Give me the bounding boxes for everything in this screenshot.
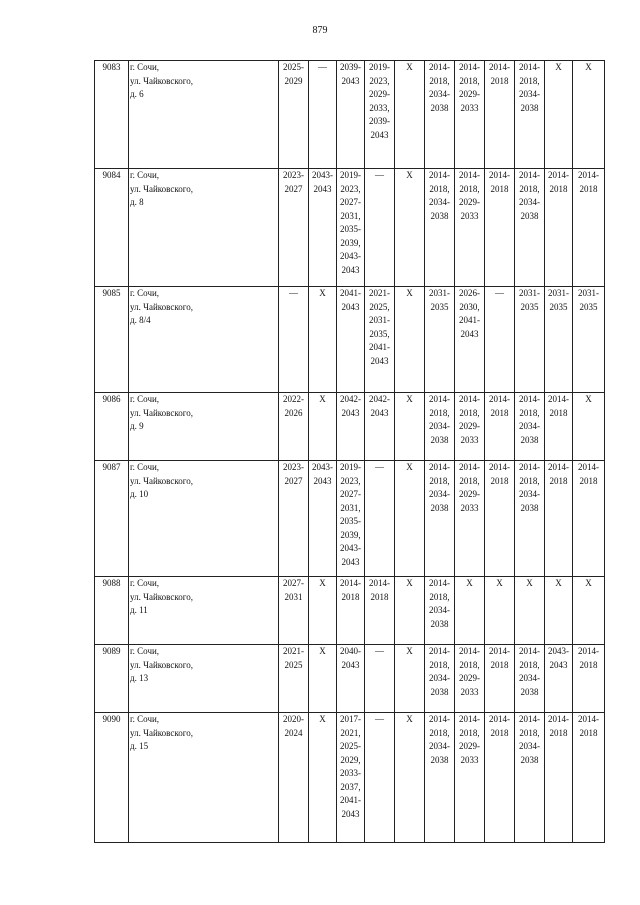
period-cell: 2014- 2018 [573,169,605,287]
period-cell: 2014- 2018 [337,577,365,645]
period-cell: 2023- 2027 [279,169,309,287]
period-cell: X [395,713,425,843]
period-cell: — [365,169,395,287]
row-number: 9089 [95,645,129,713]
period-cell: X [573,393,605,461]
period-cell: 2014- 2018, 2034- 2038 [425,713,455,843]
row-number: 9084 [95,169,129,287]
period-cell: 2026- 2030, 2041- 2043 [455,287,485,393]
period-cell: 2014- 2018, 2029- 2033 [455,713,485,843]
period-cell: X [395,645,425,713]
period-cell: 2014- 2018 [485,645,515,713]
address-cell [129,461,279,577]
table-row [95,461,605,577]
period-cell: 2043- 2043 [545,645,573,713]
row-number: 9086 [95,393,129,461]
period-cell: X [395,287,425,393]
row-number: 9085 [95,287,129,393]
period-cell: 2017- 2021, 2025- 2029, 2033- 2037, 2041- 2043 [337,713,365,843]
period-cell: X [395,169,425,287]
period-cell: 2043- 2043 [309,461,337,577]
period-cell: 2014- 2018, 2029- 2033 [455,461,485,577]
period-cell: X [573,61,605,169]
row-number: 9090 [95,713,129,843]
page-number: 879 [312,25,328,36]
address-house: д. 15 [130,741,149,751]
period-cell: 2014- 2018, 2034- 2038 [425,461,455,577]
address-house: д. 8/4 [130,315,151,325]
period-cell: 2014- 2018, 2029- 2033 [455,393,485,461]
period-cell: 2014- 2018, 2034- 2038 [515,461,545,577]
period-cell: 2014- 2018 [485,713,515,843]
table-row [95,61,605,169]
address-city: г. Сочи, [130,170,160,180]
address-cell [129,61,279,169]
address-cell [129,287,279,393]
table-row [95,287,605,393]
period-cell: 2040- 2043 [337,645,365,713]
address-street: ул. Чайковского, [130,301,193,312]
address-house: д. 13 [130,673,149,683]
period-cell: X [395,61,425,169]
period-cell: — [279,287,309,393]
address-city: г. Сочи, [130,462,160,472]
address-city: г. Сочи, [130,578,160,588]
period-cell: X [395,577,425,645]
period-cell: X [309,713,337,843]
period-cell: X [455,577,485,645]
period-cell: 2014- 2018, 2029- 2033 [455,169,485,287]
period-cell: 2031- 2035 [545,287,573,393]
address-cell [129,577,279,645]
period-cell: X [515,577,545,645]
period-cell: 2019- 2023, 2027- 2031, 2035- 2039, 2043- 2043 [337,461,365,577]
period-cell: X [309,577,337,645]
table-row [95,713,605,843]
period-cell: 2023- 2027 [279,461,309,577]
period-cell: — [365,713,395,843]
table-row [95,577,605,645]
address-street: ул. Чайковского, [130,475,193,486]
address-city: г. Сочи, [130,288,160,298]
period-cell: 2042- 2043 [337,393,365,461]
period-cell: 2014- 2018 [573,713,605,843]
period-cell: 2014- 2018 [485,169,515,287]
address-city: г. Сочи, [130,714,160,724]
period-cell: 2014- 2018 [545,393,573,461]
address-street: ул. Чайковского, [130,407,193,418]
period-cell: — [485,287,515,393]
period-cell: 2014- 2018, 2034- 2038 [515,645,545,713]
period-cell: 2027- 2031 [279,577,309,645]
period-cell: 2043- 2043 [309,169,337,287]
row-number: 9087 [95,461,129,577]
period-cell: X [545,577,573,645]
table-row [95,393,605,461]
period-cell: 2014- 2018, 2034- 2038 [425,61,455,169]
address-house: д. 8 [130,197,144,207]
period-cell: 2039- 2043 [337,61,365,169]
period-cell: 2014- 2018 [545,169,573,287]
period-cell: 2019- 2023, 2027- 2031, 2035- 2039, 2043- 2043 [337,169,365,287]
period-cell: — [309,61,337,169]
period-cell: 2025- 2029 [279,61,309,169]
period-cell: 2042- 2043 [365,393,395,461]
period-cell: 2014- 2018 [485,393,515,461]
address-house: д. 10 [130,489,149,499]
address-city: г. Сочи, [130,62,160,72]
period-cell: X [309,393,337,461]
period-cell: 2014- 2018 [365,577,395,645]
period-cell: 2014- 2018 [573,461,605,577]
period-cell: 2014- 2018, 2029- 2033 [455,645,485,713]
address-city: г. Сочи, [130,646,160,656]
address-cell [129,169,279,287]
address-street: ул. Чайковского, [130,659,193,670]
period-cell: X [309,287,337,393]
period-cell: X [545,61,573,169]
row-number: 9088 [95,577,129,645]
period-cell: 2014- 2018, 2034- 2038 [425,393,455,461]
period-cell: 2014- 2018, 2034- 2038 [425,577,455,645]
period-cell: — [365,461,395,577]
address-cell [129,713,279,843]
address-cell [129,393,279,461]
period-cell: 2014- 2018, 2029- 2033 [455,61,485,169]
period-cell: 2022- 2026 [279,393,309,461]
period-cell: 2014- 2018 [545,461,573,577]
period-cell: 2019- 2023, 2029- 2033, 2039- 2043 [365,61,395,169]
address-city: г. Сочи, [130,394,160,404]
housing-schedule-table [94,60,605,843]
table-row [95,645,605,713]
period-cell: 2020- 2024 [279,713,309,843]
row-number: 9083 [95,61,129,169]
address-street: ул. Чайковского, [130,727,193,738]
period-cell: 2014- 2018, 2034- 2038 [515,393,545,461]
period-cell: 2041- 2043 [337,287,365,393]
period-cell: 2014- 2018 [545,713,573,843]
address-street: ул. Чайковского, [130,591,193,602]
address-house: д. 6 [130,89,144,99]
period-cell: X [395,461,425,577]
period-cell: 2031- 2035 [573,287,605,393]
period-cell: X [309,645,337,713]
period-cell: X [573,577,605,645]
period-cell: 2014- 2018, 2034- 2038 [515,169,545,287]
address-house: д. 9 [130,421,144,431]
period-cell: 2014- 2018, 2034- 2038 [515,61,545,169]
period-cell: 2014- 2018, 2034- 2038 [425,645,455,713]
period-cell: 2014- 2018, 2034- 2038 [515,713,545,843]
period-cell: 2014- 2018, 2034- 2038 [425,169,455,287]
period-cell: 2031- 2035 [425,287,455,393]
address-cell [129,645,279,713]
period-cell: 2014- 2018 [485,61,515,169]
period-cell: 2021- 2025 [279,645,309,713]
period-cell: 2031- 2035 [515,287,545,393]
table-row [95,169,605,287]
period-cell: 2014- 2018 [573,645,605,713]
period-cell: 2014- 2018 [485,461,515,577]
period-cell: 2021- 2025, 2031- 2035, 2041- 2043 [365,287,395,393]
address-house: д. 11 [130,605,148,615]
period-cell: — [365,645,395,713]
period-cell: X [485,577,515,645]
address-street: ул. Чайковского, [130,183,193,194]
period-cell: X [395,393,425,461]
address-street: ул. Чайковского, [130,75,193,86]
